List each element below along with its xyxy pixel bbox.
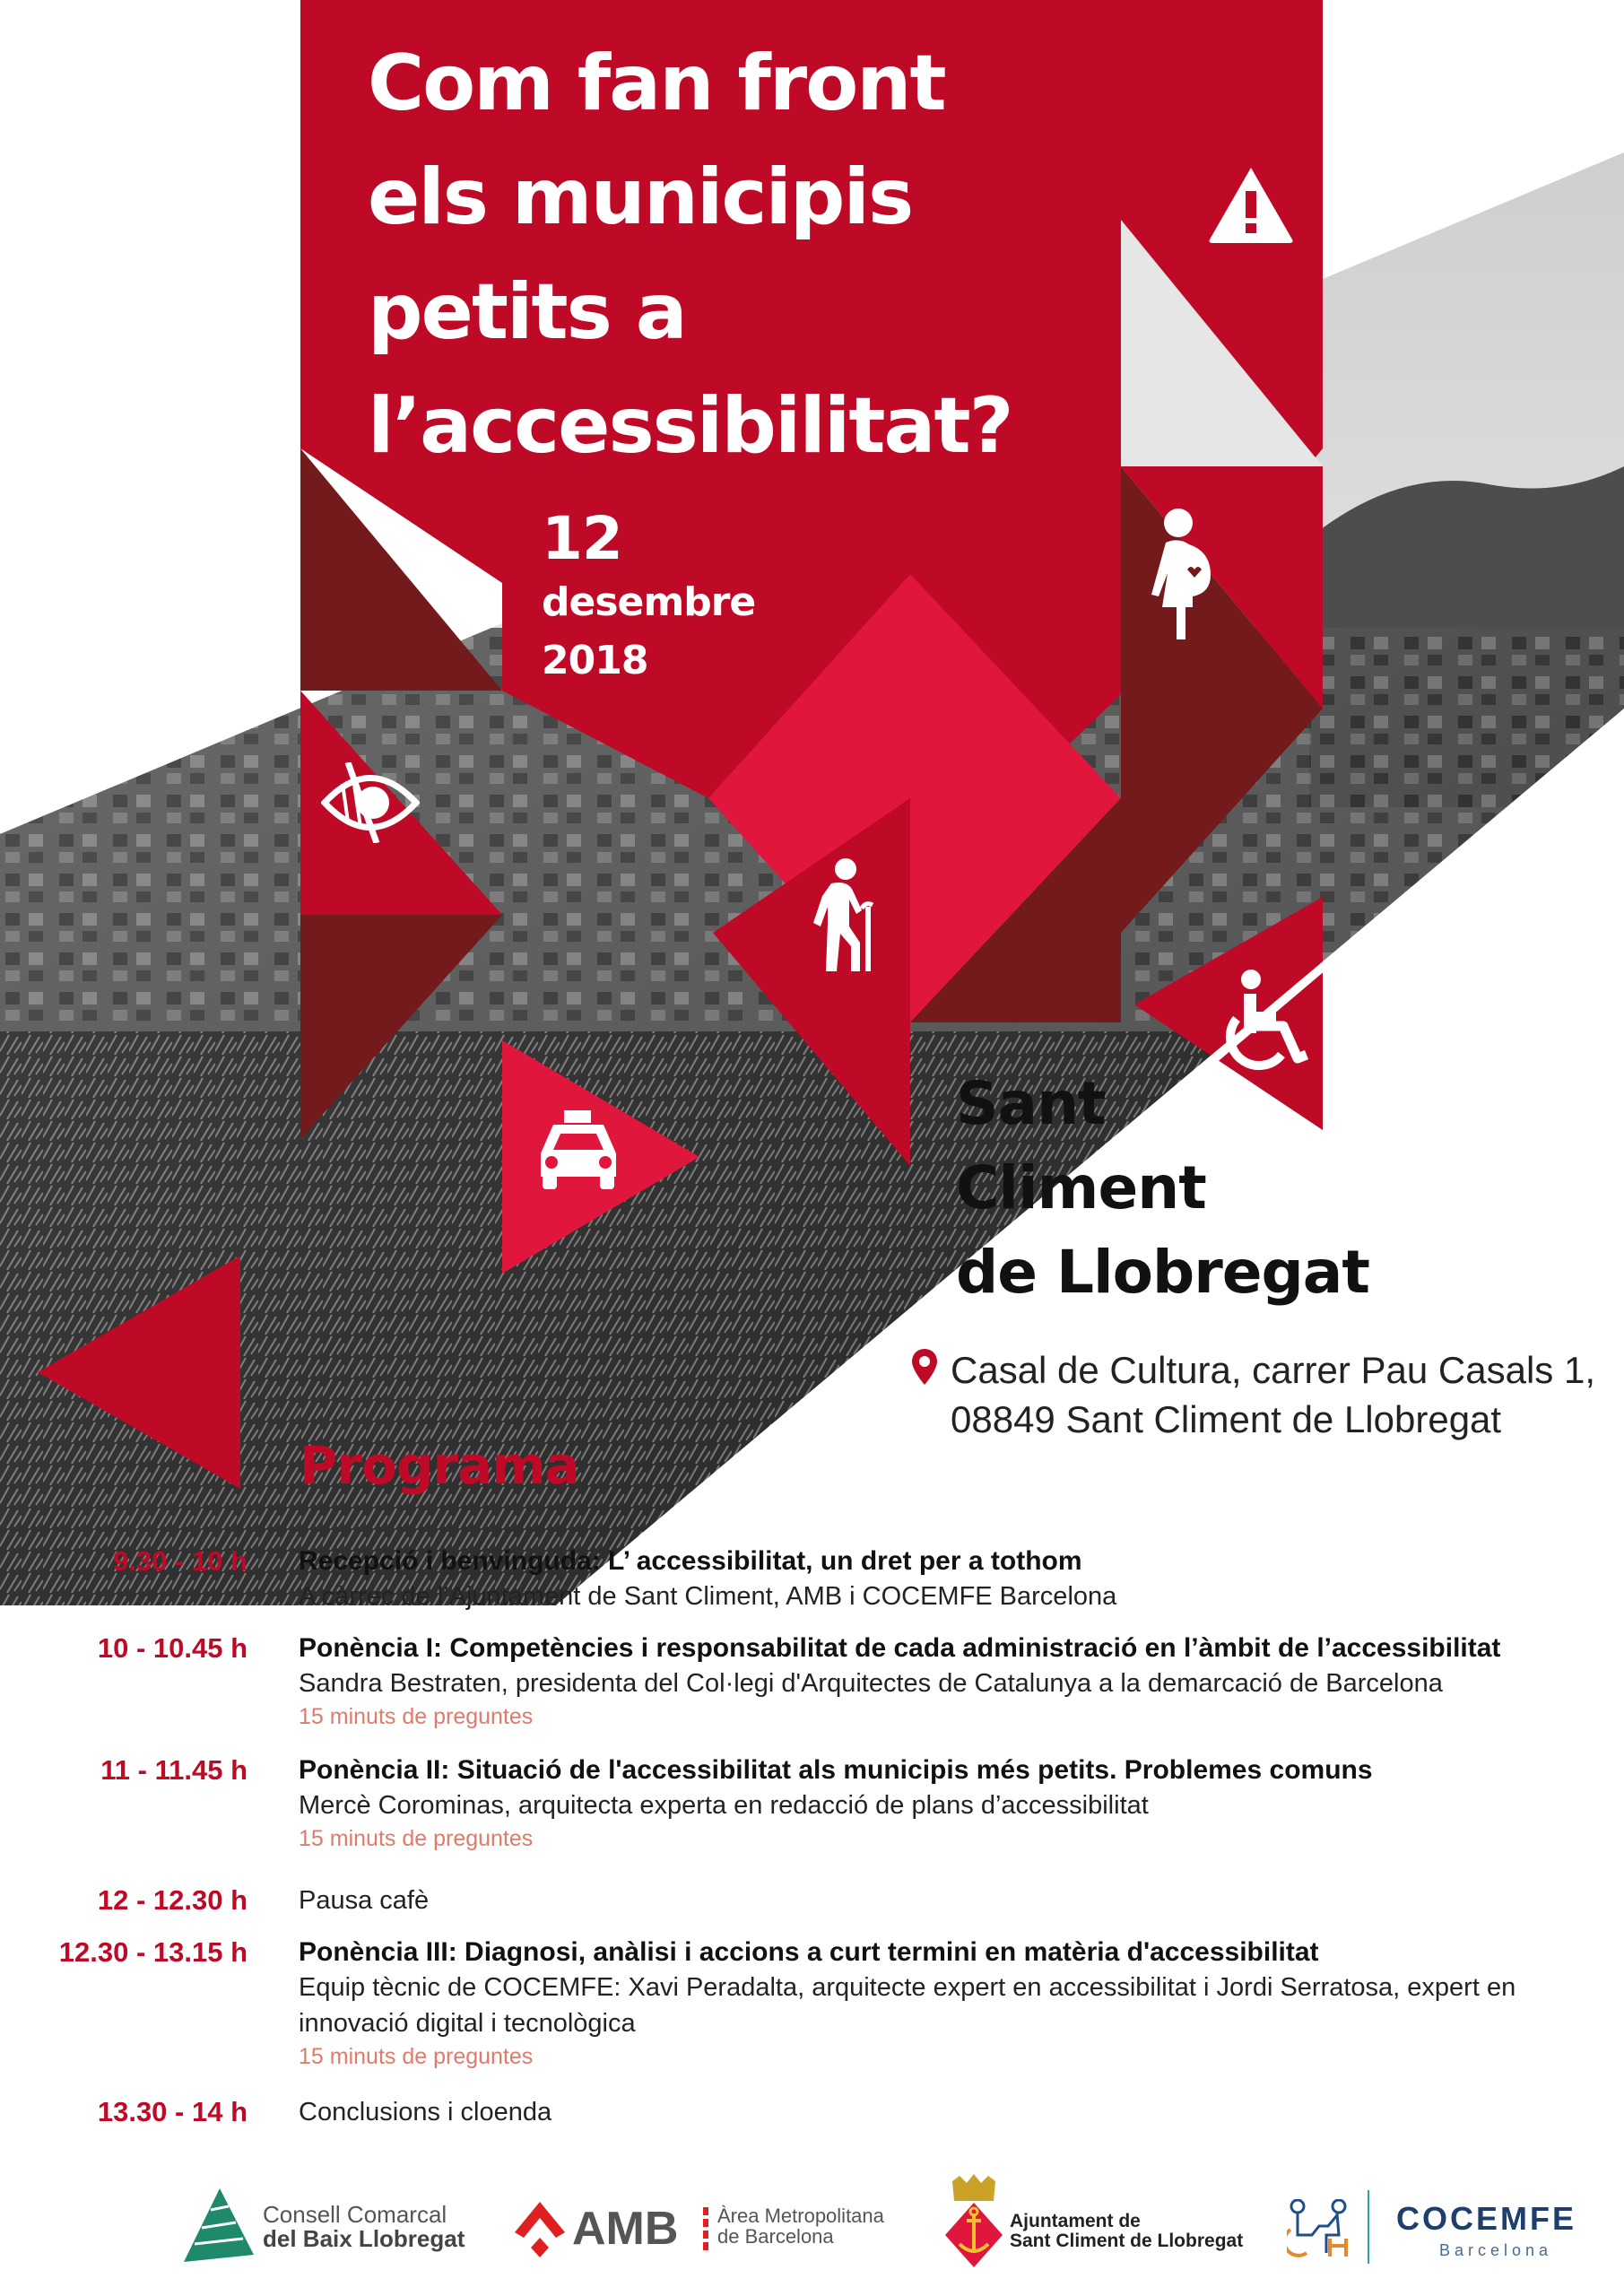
address-line-1: Casal de Cultura, carrer Pau Casals 1, xyxy=(951,1349,1595,1391)
schedule-content xyxy=(299,1935,1590,2072)
consell-line-1: Consell Comarcal xyxy=(263,2201,447,2228)
ajuntament-line-1: Ajuntament de xyxy=(1010,2211,1141,2231)
consell-line-2: del Baix Llobregat xyxy=(263,2225,465,2253)
coat-of-arms-icon xyxy=(943,2172,1004,2269)
ajuntament-line-2: Sant Climent de Llobregat xyxy=(1010,2231,1244,2252)
programa-heading: Programa xyxy=(300,1435,579,1496)
city-line-3: de Llobregat xyxy=(956,1238,1369,1307)
cocemfe-name: COCEMFE xyxy=(1396,2200,1576,2237)
schedule-subtitle: Pausa cafè xyxy=(299,1886,430,1915)
schedule-note: 15 minuts de preguntes xyxy=(299,2044,534,2069)
schedule-subtitle: A càrrec de l’Ajuntament de Sant Climent, AMB i COCEMFE Barcelona xyxy=(299,1582,1117,1611)
title-line-1: Com fan front xyxy=(368,39,945,128)
title-line-2: els municipis xyxy=(368,152,913,242)
schedule-title: Ponència III: Diagnosi, anàlisi i accions a curt termini en matèria d'accessibilitat xyxy=(299,1937,1319,1967)
schedule-time: 13.30 - 14 h xyxy=(97,2096,248,2127)
schedule-title: Ponència I: Competències i responsabilitat de cada administració en l’àmbit de l’accessibilitat xyxy=(299,1633,1501,1663)
schedule-subtitle: Equip tècnic de COCEMFE: Xavi Peradalta, arquitecte expert en accessibilitat i Jordi Serratosa, expert en innovació digital i tecnològica xyxy=(299,1973,1516,2038)
schedule-content xyxy=(299,1544,1590,1614)
amb-line-2: de Barcelona xyxy=(717,2225,834,2248)
schedule-time: 12 - 12.30 h xyxy=(97,1884,248,1916)
schedule-time: 11 - 11.45 h xyxy=(100,1754,248,1786)
schedule-time: 9.30 - 10 h xyxy=(113,1545,248,1577)
schedule-title: Ponència II: Situació de l'accessibilitat als municipis més petits. Problemes comuns xyxy=(299,1755,1373,1785)
schedule-time: 10 - 10.45 h xyxy=(97,1632,248,1664)
amb-divider xyxy=(703,2207,708,2250)
pregnant-woman-icon xyxy=(1146,507,1218,641)
amb-wordmark: AMB xyxy=(572,2203,679,2255)
cocemfe-divider xyxy=(1368,2190,1369,2264)
elderly-person-icon xyxy=(812,857,883,973)
date-day: 12 xyxy=(542,504,622,573)
sponsor-logos xyxy=(0,2152,1624,2278)
schedule-content xyxy=(299,2095,1590,2129)
city-line-2: Climent xyxy=(956,1153,1206,1222)
amb-line-1: Àrea Metropolitana xyxy=(717,2205,884,2227)
schedule-content xyxy=(299,1753,1590,1854)
schedule-content xyxy=(299,1631,1590,1732)
schedule-note: 15 minuts de preguntes xyxy=(299,1704,534,1729)
wheelchair-icon xyxy=(1215,969,1314,1076)
schedule-title: Recepció i benvinguda: L’ accessibilitat, un dret per a tothom xyxy=(299,1546,1082,1576)
date-year: 2018 xyxy=(542,638,648,683)
title-line-3: petits a xyxy=(368,267,686,357)
schedule-subtitle: Mercè Corominas, arquitecta experta en redacció de plans d’accessibilitat xyxy=(299,1791,1149,1820)
schedule-time: 12.30 - 13.15 h xyxy=(58,1936,248,1968)
schedule-note: 15 minuts de preguntes xyxy=(299,1826,534,1851)
cocemfe-sub: Barcelona xyxy=(1439,2241,1553,2259)
taxi-icon xyxy=(534,1110,623,1191)
date-month: desembre xyxy=(542,579,756,625)
amb-mark-icon xyxy=(513,2202,567,2257)
warning-icon xyxy=(1206,164,1296,245)
schedule-content xyxy=(299,1883,1590,1918)
map-pin-icon xyxy=(911,1348,938,1386)
address-line-2: 08849 Sant Climent de Llobregat xyxy=(951,1398,1502,1440)
visual-impairment-icon xyxy=(321,762,420,843)
tree-logo-icon xyxy=(184,2188,256,2262)
people-handshake-icon xyxy=(1287,2199,1351,2258)
schedule-subtitle: Conclusions i cloenda xyxy=(299,2098,552,2126)
schedule-subtitle: Sandra Bestraten, presidenta del Col·legi d'Arquitectes de Catalunya a la demarcació de Barcelona xyxy=(299,1669,1443,1698)
title-line-4: l’accessibilitat? xyxy=(368,381,1012,471)
city-line-1: Sant xyxy=(956,1069,1106,1138)
